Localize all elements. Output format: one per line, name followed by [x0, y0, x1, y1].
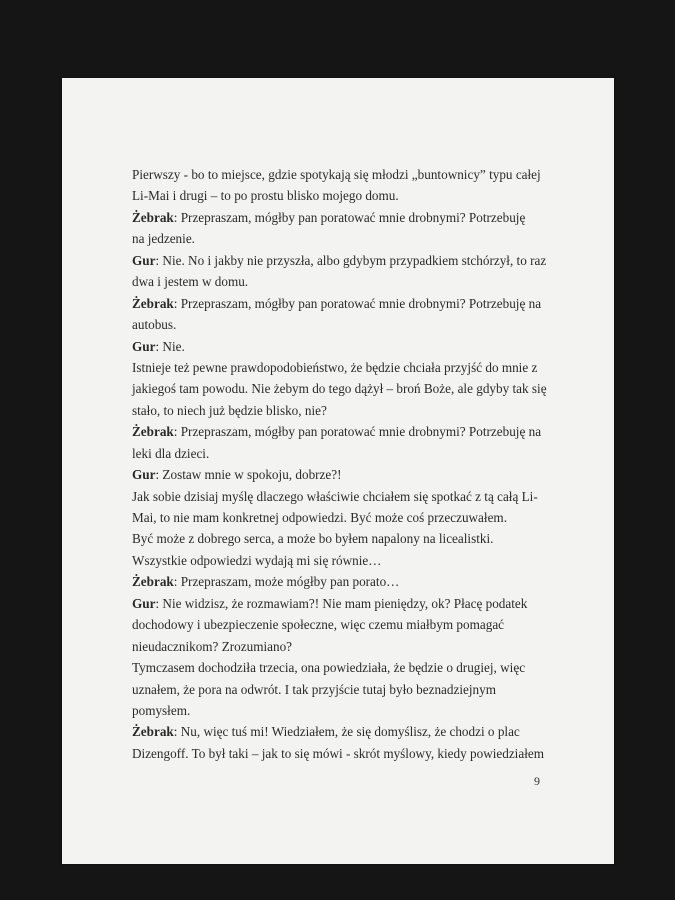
line-text: uznałem, że pora na odwrót. I tak przyjście tutaj było beznadziejnym [132, 681, 496, 697]
text-line [132, 357, 542, 378]
document-page [62, 78, 614, 864]
dialogue-line [132, 421, 542, 442]
line-text: Istnieje też pewne prawdopodobieństwo, że będzie chciała przyjść do mnie z [132, 359, 538, 375]
speaker-name: Żebrak [132, 574, 174, 590]
line-text: Pierwszy - bo to miejsce, gdzie spotykają się młodzi „buntownicy” typu całej [132, 167, 541, 182]
text-line [132, 657, 542, 678]
dialogue-line [132, 336, 542, 357]
text-line [132, 700, 542, 721]
line-text: : Nie. [155, 338, 185, 354]
line-text: : Przepraszam, mógłby pan poratować mnie drobnymi? Potrzebuję [173, 209, 526, 225]
line-text: : Przepraszam, mógłby pan poratować mnie drobnymi? Potrzebuję na [173, 295, 542, 311]
speaker-name: Żebrak [132, 724, 174, 740]
text-line [132, 443, 542, 464]
line-text: nieudacznikom? Zrozumiano? [132, 638, 293, 654]
speaker-name: Żebrak [132, 424, 174, 440]
text-line [132, 486, 542, 507]
line-text: Wszystkie odpowiedzi wydają mi się równie… [132, 552, 382, 568]
dialogue-line [132, 293, 542, 314]
text-line [132, 679, 542, 700]
line-text: dwa i jestem w domu. [132, 274, 249, 290]
text-line [132, 271, 542, 292]
text-line [132, 400, 542, 421]
body-text [132, 164, 547, 764]
line-text: Być może z dobrego serca, a może bo byłem napalony na licealistki. [132, 531, 494, 547]
line-text: dochodowy i ubezpieczenie społeczne, więc czemu miałbym pomagać [132, 617, 505, 633]
text-line [132, 550, 542, 571]
line-text: Li-Mai i drugi – to po prostu blisko mojego domu. [132, 188, 399, 204]
line-text: Dizengoff. To był taki – jak to się mówi - skrót myślowy, kiedy powiedziałem [132, 745, 544, 761]
line-text: : Nie widzisz, że rozmawiam?! Nie mam pieniędzy, ok? Płacę podatek [155, 595, 528, 611]
dialogue-line [132, 593, 542, 614]
speaker-name: Gur [132, 338, 156, 354]
page-number: 9 [534, 774, 540, 788]
text-line [132, 378, 547, 399]
line-text: autobus. [132, 317, 177, 333]
dialogue-line [132, 721, 542, 742]
line-text: : Przepraszam, mógłby pan poratować mnie drobnymi? Potrzebuję na [173, 424, 542, 440]
line-text: leki dla dzieci. [132, 445, 210, 461]
line-text: Tymczasem dochodziła trzecia, ona powiedziała, że będzie o drugiej, więc [132, 660, 526, 676]
line-text: : Nie. No i jakby nie przyszła, albo gdybym przypadkiem stchórzył, to raz [155, 252, 547, 268]
speaker-name: Żebrak [132, 295, 174, 311]
text-line [132, 528, 542, 549]
line-text: : Zostaw mnie w spokoju, dobrze?! [155, 467, 342, 483]
line-text: na jedzenie. [132, 231, 195, 247]
speaker-name: Gur [132, 252, 156, 268]
line-text: stało, to niech już będzie blisko, nie? [132, 402, 327, 418]
line-text: : Przepraszam, może mógłby pan porato… [173, 574, 400, 590]
line-text: pomysłem. [132, 702, 191, 718]
speaker-name: Gur [132, 595, 156, 611]
text-line [132, 507, 542, 528]
text-line [132, 228, 542, 249]
line-text: Mai, to nie mam konkretnej odpowiedzi. Być może coś przeczuwałem. [132, 510, 507, 525]
dialogue-line [132, 207, 542, 228]
text-line [132, 185, 542, 206]
text-line [132, 614, 542, 635]
text-line [132, 314, 542, 335]
dialogue-line [132, 464, 542, 485]
text-line [132, 636, 542, 657]
speaker-name: Żebrak [132, 209, 174, 225]
text-line [132, 743, 542, 764]
dialogue-line [132, 571, 542, 592]
dialogue-line [132, 250, 547, 271]
line-text: Jak sobie dzisiaj myślę dlaczego właściwie chciałem się spotkać z tą całą Li- [132, 488, 538, 504]
line-text: jakiegoś tam powodu. Nie żebym do tego dążył – broń Boże, ale gdyby tak się [132, 381, 547, 397]
text-line [132, 164, 542, 185]
speaker-name: Gur [132, 467, 156, 483]
line-text: : Nu, więc tuś mi! Wiedziałem, że się domyślisz, że chodzi o plac [173, 724, 520, 740]
